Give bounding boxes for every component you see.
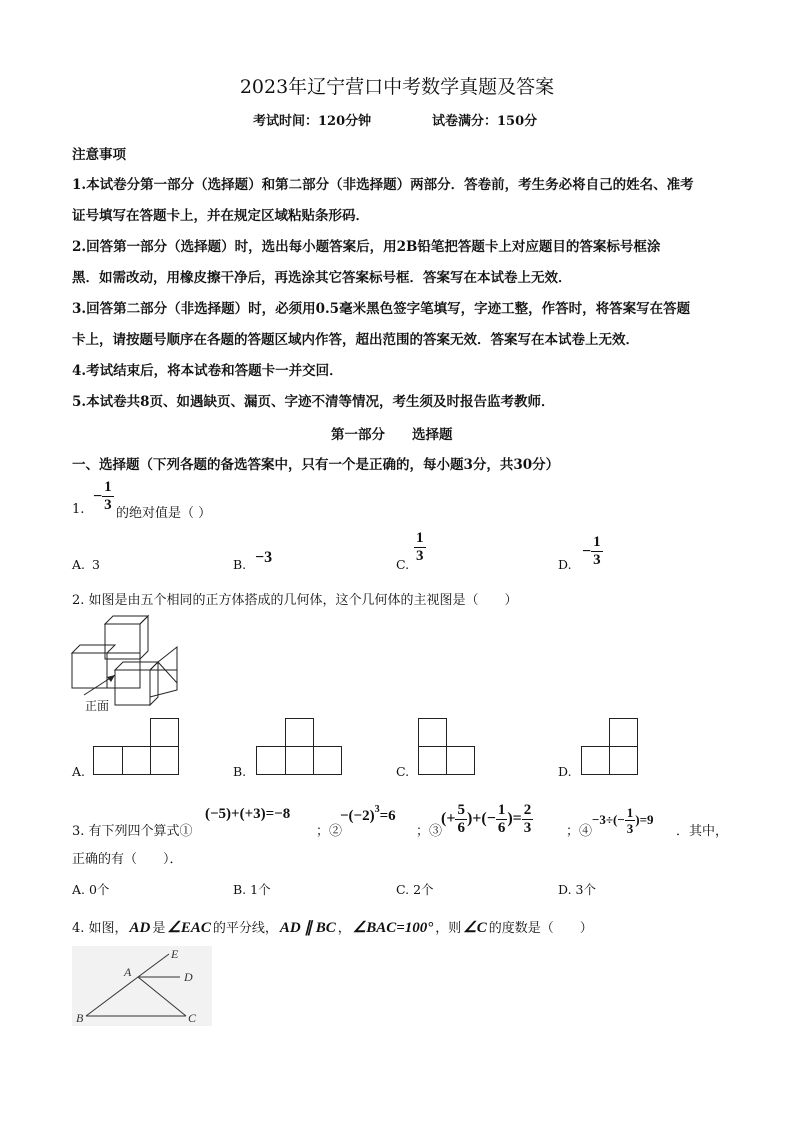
q3-expr4-den: 3 bbox=[626, 820, 634, 836]
q1-numerator: 1 bbox=[104, 479, 112, 495]
q2-option-b-figure bbox=[256, 718, 343, 776]
q3-expr3-num2: 1 bbox=[497, 801, 506, 818]
q1-c-denominator: 3 bbox=[416, 548, 424, 564]
q3-sep2: ；③ bbox=[416, 824, 443, 839]
q2-text: 2. 如图是由五个相同的正方体搭成的几何体，这个几何体的主视图是（ ） bbox=[72, 593, 518, 608]
q3-tail: ．其中， bbox=[676, 824, 729, 839]
q4-label-e: E bbox=[171, 947, 179, 961]
q4-stem bbox=[72, 917, 593, 937]
q4-parallel: AD ∥ BC bbox=[279, 920, 336, 936]
full-score: 试卷满分：150分 bbox=[432, 114, 538, 129]
q2-option-c-label: C. bbox=[396, 764, 410, 779]
q3-expr4-num: 1 bbox=[626, 804, 634, 820]
q1-option-d-label: D. bbox=[558, 557, 572, 572]
q2-option-c-figure bbox=[418, 718, 476, 776]
q3-expr1: (−5)+(+3)=−8 bbox=[205, 806, 291, 822]
q1-d-numerator: 1 bbox=[593, 534, 601, 550]
part-heading: 第一部分 选择题 bbox=[331, 427, 453, 443]
section-heading: 一、选择题（下列各题的备选答案中，只有一个是正确的，每小题3分，共30分） bbox=[72, 457, 560, 473]
q3-sep3: ；④ bbox=[566, 824, 593, 839]
q3-expr2-exponent: 3 bbox=[374, 804, 380, 815]
q3-expr2 bbox=[340, 804, 396, 825]
q1-option-d-value bbox=[582, 535, 603, 568]
q4-label-d: D bbox=[184, 970, 193, 984]
q4-lead: 4. 如图， bbox=[72, 921, 128, 936]
q4-label-a: A bbox=[124, 965, 132, 979]
q1-option-c-label: C. bbox=[396, 557, 410, 572]
q3-expr3-den3: 3 bbox=[523, 819, 532, 836]
q4-t4: ，则 bbox=[435, 921, 462, 936]
q3-option-c: C. 2个 bbox=[396, 882, 434, 897]
q2-option-a-label: A. bbox=[72, 764, 86, 779]
q3-expr4 bbox=[592, 798, 654, 842]
q1-option-b-label: B. bbox=[233, 557, 247, 572]
q3-line2: 正确的有（ ）． bbox=[72, 852, 183, 867]
q1-d-denominator: 3 bbox=[593, 552, 601, 568]
q4-angle-c: ∠C bbox=[463, 920, 487, 936]
notice-line: 5.本试卷共8页、如遇缺页、漏页、字迹不清等情况，考生须及时报告监考教师． bbox=[72, 394, 555, 410]
q1-option-c-value bbox=[414, 531, 426, 564]
q3-option-a: A. 0个 bbox=[72, 882, 110, 897]
q4-label-c: C bbox=[188, 1011, 197, 1025]
q1-expression bbox=[93, 480, 114, 513]
q3-expr3-num3: 2 bbox=[523, 801, 532, 818]
q3-expr3-mid: )+(− bbox=[466, 810, 496, 827]
exam-time: 考试时间：120分钟 bbox=[253, 114, 372, 129]
page-title: 2023年辽宁营口中考数学真题及答案 bbox=[239, 76, 555, 98]
q4-angle-bac: ∠BAC=100° bbox=[352, 920, 434, 936]
q4-t2: 的平分线， bbox=[212, 921, 278, 936]
q2-option-b-label: B. bbox=[233, 764, 247, 779]
q3-option-b: B. 1个 bbox=[233, 882, 271, 897]
q1-option-a-label: A. bbox=[72, 557, 86, 572]
notice-line: 1.本试卷分第一部分（选择题）和第二部分（非选择题）两部分．答卷前，考生务必将自己的姓名、准考 bbox=[72, 177, 694, 193]
q2-option-d-figure bbox=[581, 718, 639, 776]
q1-minus: − bbox=[93, 487, 103, 505]
q3-expr4-post: )=9 bbox=[635, 812, 654, 827]
q1-text: 的绝对值是（ ） bbox=[116, 506, 212, 521]
q1-number: 1. bbox=[72, 502, 85, 517]
q3-lead: 3. 有下列四个算式① bbox=[72, 824, 193, 839]
q4-triangle-figure bbox=[72, 946, 212, 1026]
notice-line: 2.回答第一部分（选择题）时，选出每小题答案后，用2B铅笔把答题卡上对应题目的答案标号框涂 bbox=[72, 239, 661, 255]
q1-fraction bbox=[102, 480, 114, 513]
q4-t3: ， bbox=[337, 921, 351, 936]
q3-expr2-base: −(−2) bbox=[340, 808, 375, 824]
notice-line: 黑．如需改动，用橡皮擦干净后，再选涂其它答案标号框．答案写在本试卷上无效． bbox=[72, 270, 572, 286]
q3-sep1: ；② bbox=[316, 824, 343, 839]
q4-label-b: B bbox=[76, 1011, 84, 1025]
q3-expr3-open: (+ bbox=[441, 810, 456, 827]
q4-t1: 是 bbox=[152, 921, 166, 936]
q3-option-d: D. 3个 bbox=[558, 882, 596, 897]
q4-t5: 的度数是（ ） bbox=[488, 921, 593, 936]
q3-expr3-den2: 6 bbox=[497, 819, 506, 836]
q1-c-numerator: 1 bbox=[416, 530, 424, 546]
q1-denominator: 3 bbox=[104, 497, 112, 513]
q3-expr4-pre: −3÷(− bbox=[592, 812, 625, 827]
q3-expr3-num1: 5 bbox=[457, 801, 465, 818]
notice-line: 卡上，请按题号顺序在各题的答题区域内作答，超出范围的答案无效．答案写在本试卷上无效． bbox=[72, 332, 639, 348]
q3-expr3 bbox=[441, 794, 533, 844]
q4-ad: AD bbox=[129, 920, 151, 936]
q4-angle-eac: ∠EAC bbox=[167, 920, 211, 936]
notice-line: 3.回答第二部分（非选择题）时，必须用0.5毫米黑色签字笔填写，字迹工整，作答时，将答案写在答题 bbox=[72, 301, 691, 317]
q3-expr3-close: )= bbox=[507, 810, 522, 827]
q2-option-a-figure bbox=[93, 718, 180, 776]
q2-option-d-label: D. bbox=[558, 764, 572, 779]
q3-expr2-result: =6 bbox=[379, 808, 396, 824]
q2-front-label: 正面 bbox=[85, 699, 110, 713]
q1-d-minus: − bbox=[582, 542, 592, 560]
notice-line: 4.考试结束后，将本试卷和答题卡一并交回． bbox=[72, 363, 343, 379]
q1-option-a-value: 3 bbox=[92, 557, 100, 572]
notice-line: 证号填写在答题卡上，并在规定区域粘贴条形码． bbox=[72, 208, 369, 224]
q1-option-b-value: −3 bbox=[255, 549, 273, 566]
notice-heading: 注意事项 bbox=[72, 147, 126, 163]
q3-expr3-den1: 6 bbox=[457, 819, 465, 836]
